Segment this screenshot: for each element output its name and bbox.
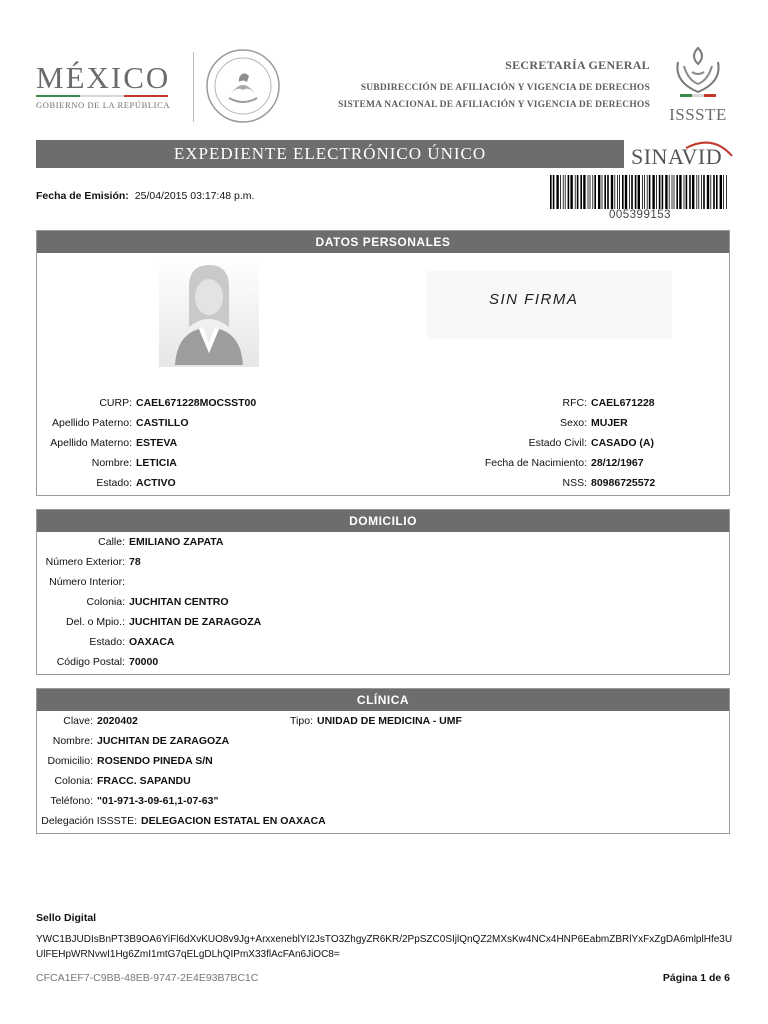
field-estado <box>37 477 176 489</box>
field-value: 70000 <box>129 656 159 668</box>
field-curp <box>37 397 256 409</box>
field-value: DELEGACION ESTATAL EN OAXACA <box>141 815 326 827</box>
secretaria-title: SECRETARÍA GENERAL <box>505 58 650 72</box>
field-clave <box>37 715 138 727</box>
sello-digital-value: YWC1BJUDIsBnPT3B9OA6YiFl6dXvKUO8v9Jg+ArxxeneblYI2JsTO3ZhgyZR6KR/2PpSZC0SIjlQnQZ2MXsKw4NCx4HNP6EabmZBRlYxFxZgDA6mlplHfe3UUlFEHpWRNvwI1Hg6ZmI1mtG7qELgDLhQIPmX33flAcFAn6JiOC8= <box>36 934 733 960</box>
clinica-header: CLÍNICA <box>37 689 729 711</box>
field-numero-interior <box>37 576 129 588</box>
gobierno-label: GOBIERNO DE LA REPÚBLICA <box>36 100 171 110</box>
field-nss <box>417 477 655 489</box>
page-number: Página 1 de 6 <box>662 972 730 984</box>
header-titles <box>338 58 650 110</box>
sinavid-wordmark: SINAVID <box>631 144 723 169</box>
field-label: Fecha de Nacimiento: <box>484 457 587 469</box>
field-value: "01-971-3-09-61,1-07-63" <box>97 795 219 807</box>
field-label: CURP: <box>99 397 132 409</box>
field-label: Apellido Paterno: <box>52 417 132 429</box>
header-divider <box>193 52 194 122</box>
mexico-logo <box>36 62 176 110</box>
photo-placeholder <box>159 257 259 367</box>
field-value: 2020402 <box>97 715 138 727</box>
field-value: UNIDAD DE MEDICINA - UMF <box>317 715 462 727</box>
field-value: ESTEVA <box>136 437 178 449</box>
field-municipio <box>37 616 261 628</box>
flag-stripe <box>36 95 168 97</box>
field-value: 78 <box>129 556 141 568</box>
field-label: Delegación ISSSTE: <box>41 815 137 827</box>
field-nombre <box>37 457 177 469</box>
field-value: OAXACA <box>129 636 175 648</box>
person-avatar-icon <box>159 257 259 367</box>
barcode-number: 005399153 <box>608 209 672 221</box>
field-value: FRACC. SAPANDU <box>97 775 191 787</box>
field-label: Número Exterior: <box>45 556 125 568</box>
field-label: Estado: <box>89 636 125 648</box>
sistema-title: SISTEMA NACIONAL DE AFILIACIÓN Y VIGENCIA DE DERECHOS <box>338 100 650 110</box>
subdireccion-title: SUBDIRECCIÓN DE AFILIACIÓN Y VIGENCIA DE DERECHOS <box>360 83 650 93</box>
field-value: MUJER <box>591 417 628 429</box>
datos-personales-section <box>36 230 730 496</box>
firma-text: SIN FIRMA <box>489 291 579 308</box>
sello-digital-label: Sello Digital <box>36 912 97 924</box>
field-label: Colonia: <box>54 775 93 787</box>
field-estado <box>37 636 175 648</box>
field-label: Teléfono: <box>50 795 93 807</box>
field-label: Apellido Materno: <box>50 437 132 449</box>
field-label: Nombre: <box>52 735 93 747</box>
field-fecha-nacimiento <box>417 457 644 469</box>
field-value: JUCHITAN DE ZARAGOZA <box>97 735 230 747</box>
field-value: 80986725572 <box>591 477 656 489</box>
field-clinica-nombre <box>37 735 229 747</box>
field-value: ACTIVO <box>136 477 176 489</box>
field-label: Del. o Mpio.: <box>66 616 125 628</box>
field-value: EMILIANO ZAPATA <box>129 536 224 548</box>
field-label: Calle: <box>98 536 125 548</box>
field-value: JUCHITAN DE ZARAGOZA <box>129 616 262 628</box>
field-estado-civil <box>417 437 654 449</box>
field-label: Clave: <box>63 715 93 727</box>
field-label: Estado Civil: <box>528 437 587 449</box>
field-codigo-postal <box>37 656 158 668</box>
field-clinica-domicilio <box>37 755 213 767</box>
field-value: CASTILLO <box>136 417 189 429</box>
field-value: CAEL671228 <box>591 397 655 409</box>
fecha-emision <box>36 190 254 202</box>
field-rfc <box>417 397 655 409</box>
field-colonia <box>37 596 229 608</box>
field-label: Código Postal: <box>56 656 125 668</box>
sinavid-logo <box>628 138 736 170</box>
issste-wordmark: ISSSTE <box>669 105 727 124</box>
field-sexo <box>417 417 628 429</box>
field-label: Número Interior: <box>49 576 125 588</box>
field-value: JUCHITAN CENTRO <box>129 596 229 608</box>
field-value: LETICIA <box>136 457 177 469</box>
issste-emblem-icon <box>668 42 728 98</box>
field-calle <box>37 536 224 548</box>
field-label: Domicilio: <box>47 755 93 767</box>
field-label: Sexo: <box>560 417 587 429</box>
field-label: Estado: <box>96 477 132 489</box>
domicilio-section <box>36 509 730 675</box>
field-label: Colonia: <box>86 596 125 608</box>
field-value: ROSENDO PINEDA S/N <box>97 755 213 767</box>
field-label: RFC: <box>562 397 587 409</box>
field-apellido-materno <box>37 437 177 449</box>
field-apellido-paterno <box>37 417 189 429</box>
field-value: 28/12/1967 <box>591 457 644 469</box>
document-id: CFCA1EF7-C9BB-48EB-9747-2E4E93B7BC1C <box>36 972 259 984</box>
domicilio-header: DOMICILIO <box>37 510 729 532</box>
clinica-section <box>36 688 730 834</box>
fecha-emision-value: 25/04/2015 03:17:48 p.m. <box>134 190 255 202</box>
field-label: NSS: <box>562 477 587 489</box>
field-delegacion <box>37 815 326 827</box>
field-value: CAEL671228MOCSST00 <box>136 397 257 409</box>
mexico-wordmark: MÉXICO <box>36 60 171 95</box>
field-clinica-colonia <box>37 775 191 787</box>
page-title: EXPEDIENTE ELECTRÓNICO ÚNICO <box>36 140 624 168</box>
field-numero-exterior <box>37 556 141 568</box>
fecha-emision-label: Fecha de Emisión: <box>36 190 129 202</box>
issste-logo <box>660 42 736 125</box>
field-tipo <box>267 715 462 727</box>
signature-box <box>427 271 672 339</box>
barcode <box>550 175 730 209</box>
field-label: Nombre: <box>91 457 132 469</box>
datos-personales-header: DATOS PERSONALES <box>37 231 729 253</box>
field-telefono <box>37 795 218 807</box>
field-value: CASADO (A) <box>591 437 654 449</box>
field-label: Tipo: <box>290 715 313 727</box>
national-seal-icon <box>203 46 283 126</box>
